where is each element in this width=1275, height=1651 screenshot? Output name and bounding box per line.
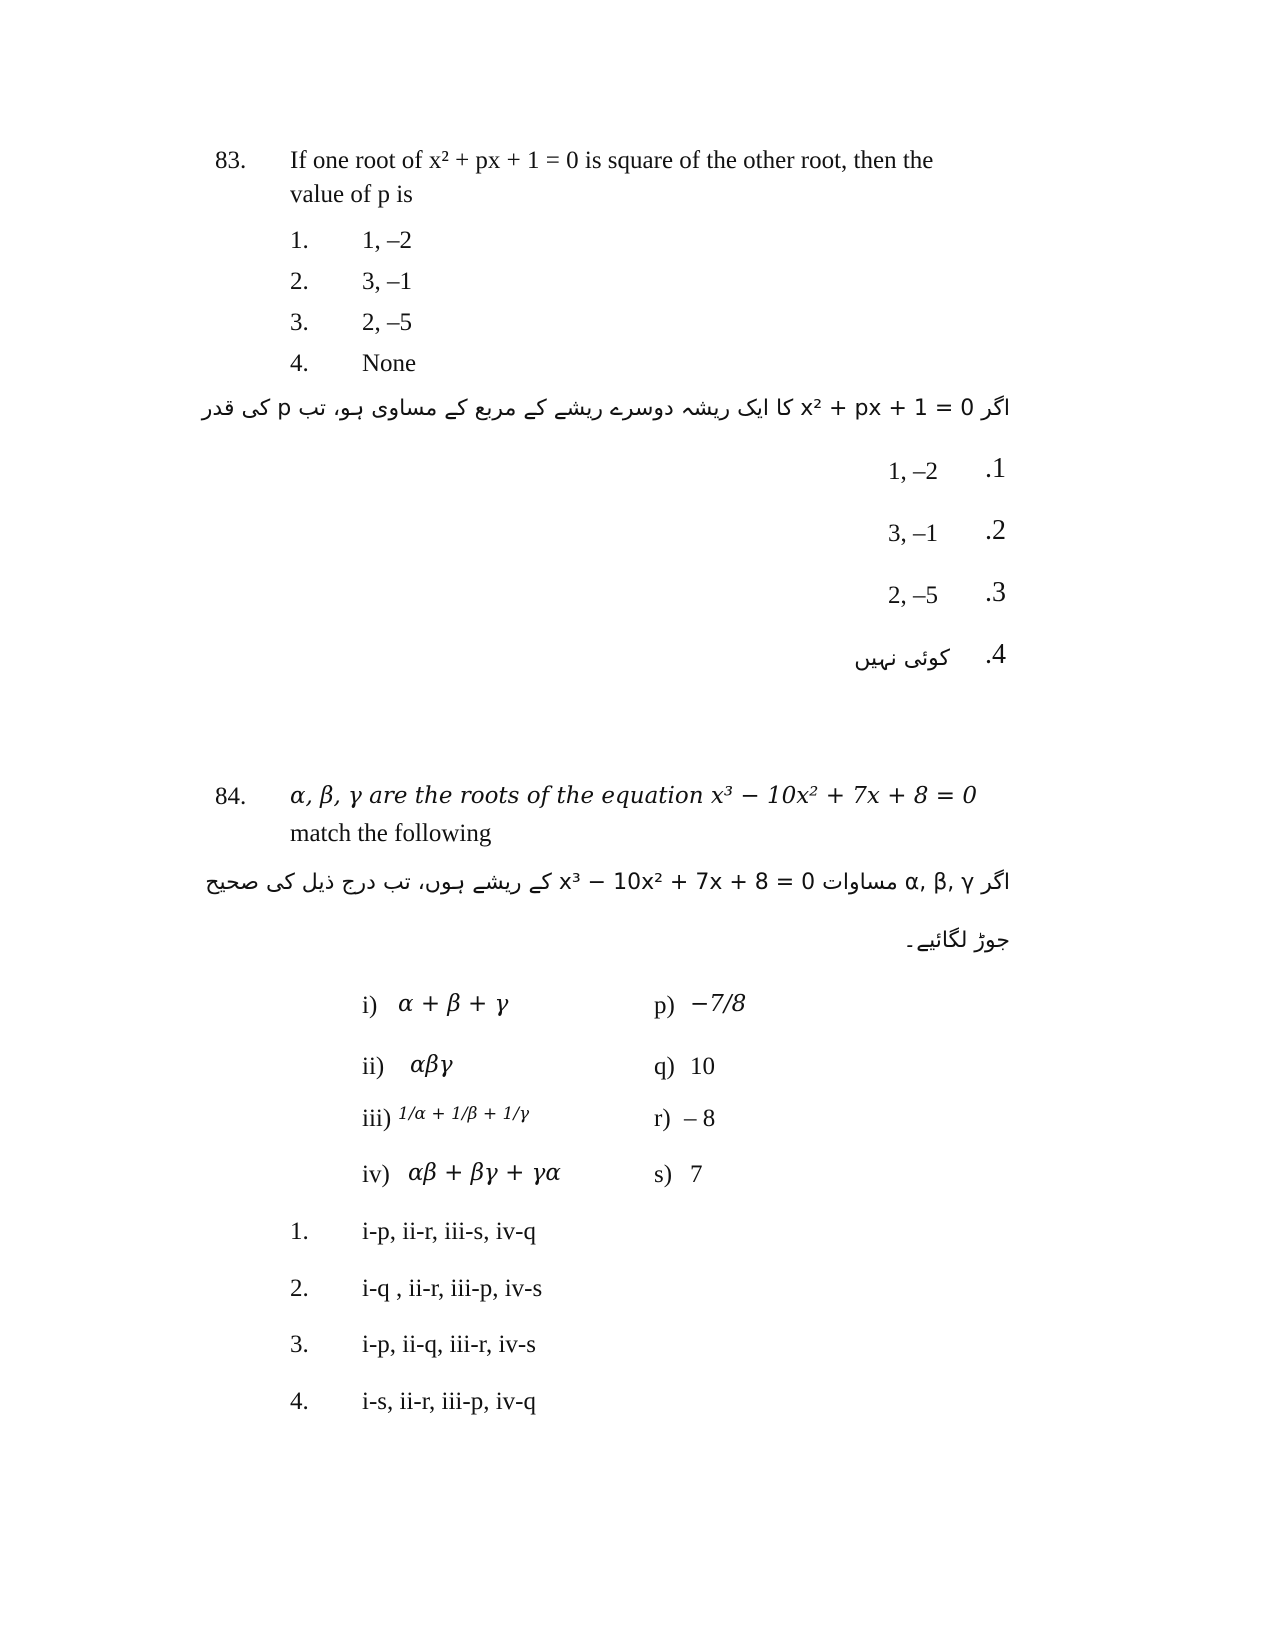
option-number: 4.: [290, 1388, 309, 1415]
question-text-line1: α, β, γ are the roots of the equation x³ − 10x² + 7x + 8 = 0: [290, 783, 977, 809]
question-number: 83.: [215, 147, 247, 174]
urdu-question-text: اگر x² + px + 1 = 0 کا ایک ریشہ دوسرے ریشے کے مربع کے مساوی ہو، تب p کی قدر: [201, 396, 1010, 421]
match-right-label: r): [654, 1105, 671, 1132]
option-text: 1, –2: [362, 227, 412, 254]
option-number: 3.: [290, 309, 309, 336]
option-number: 1.: [290, 1218, 309, 1245]
match-right-expr: – 8: [684, 1105, 716, 1132]
question-text-line2: value of p is: [290, 181, 413, 208]
option-text: i-p, ii-q, iii-r, iv-s: [362, 1331, 536, 1358]
urdu-option-text: 3, –1: [888, 520, 938, 547]
urdu-option-text: 2, –5: [888, 582, 938, 609]
match-left-expr: αβγ: [410, 1052, 453, 1078]
question-number: 84.: [215, 783, 247, 810]
option-text: i-s, ii-r, iii-p, iv-q: [362, 1388, 536, 1415]
urdu-question-line2: جوڑ لگائیے۔: [903, 928, 1010, 953]
match-left-expr: αβ + βγ + γα: [408, 1160, 561, 1186]
option-number: 2.: [290, 268, 309, 295]
option-text: i-p, ii-r, iii-s, iv-q: [362, 1218, 536, 1245]
match-left-label: iii): [362, 1105, 392, 1132]
match-left-label: ii): [362, 1053, 385, 1080]
match-right-label: s): [654, 1161, 673, 1188]
option-number: 3.: [290, 1331, 309, 1358]
urdu-option-text: کوئی نہیں: [854, 646, 950, 671]
option-number: 1.: [290, 227, 309, 254]
match-left-label: iv): [362, 1161, 390, 1188]
match-left-expr: 1/α + 1/β + 1/γ: [398, 1104, 530, 1124]
match-right-label: q): [654, 1053, 675, 1080]
urdu-option-number: .1: [985, 453, 1006, 484]
match-left-label: i): [362, 992, 378, 1019]
match-right-expr: 10: [690, 1053, 715, 1080]
question-text-line1: If one root of x² + px + 1 = 0 is square of the other root, then the: [290, 147, 934, 174]
option-number: 2.: [290, 1275, 309, 1302]
urdu-option-number: .3: [985, 577, 1006, 608]
option-text: 2, –5: [362, 309, 412, 336]
option-text: None: [362, 350, 417, 377]
urdu-option-number: .2: [985, 515, 1006, 546]
option-text: i-q , ii-r, iii-p, iv-s: [362, 1275, 543, 1302]
option-number: 4.: [290, 350, 309, 377]
match-right-expr: −7/8: [690, 991, 747, 1017]
urdu-option-text: 1, –2: [888, 458, 938, 485]
match-right-label: p): [654, 992, 675, 1019]
option-text: 3, –1: [362, 268, 412, 295]
match-left-expr: α + β + γ: [398, 991, 509, 1017]
question-text-line2: match the following: [290, 820, 492, 847]
urdu-option-number: .4: [985, 639, 1006, 670]
match-right-expr: 7: [690, 1161, 703, 1188]
urdu-question-line1: اگر α, β, γ مساوات x³ − 10x² + 7x + 8 = 0 کے ریشے ہوں، تب درج ذیل کی صحیح: [205, 870, 1010, 895]
